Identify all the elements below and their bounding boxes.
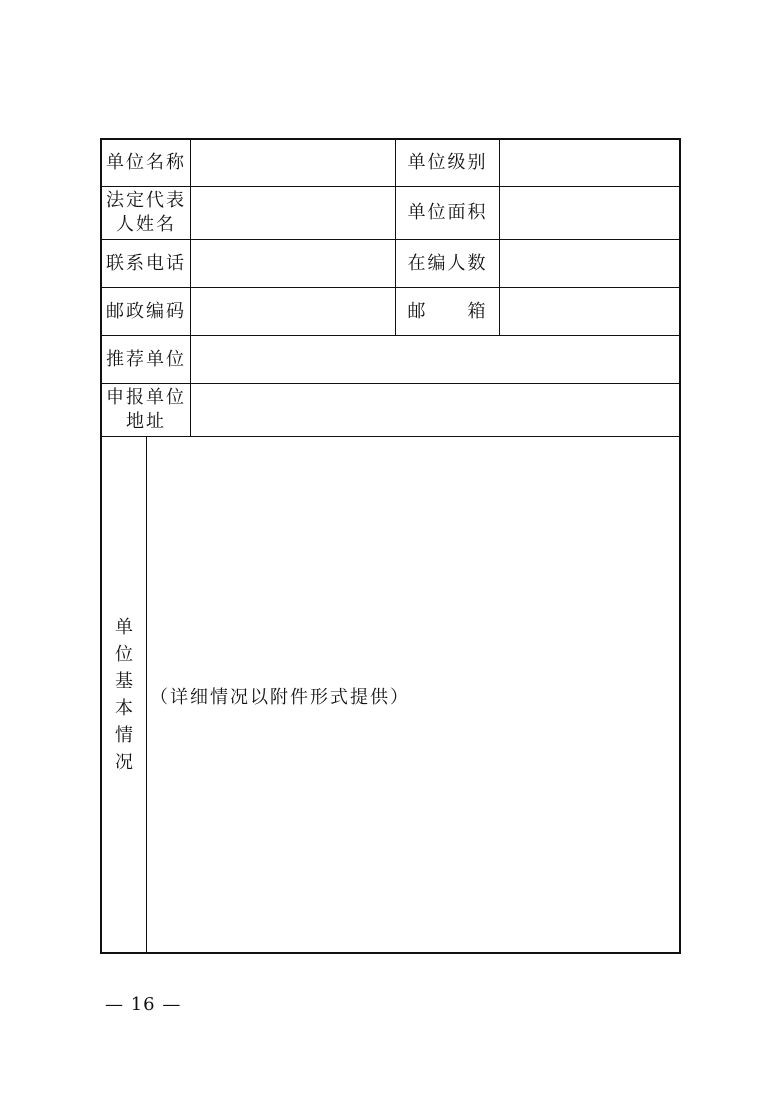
- phone-label: 联系电话: [106, 252, 186, 274]
- phone-field[interactable]: [191, 240, 395, 287]
- basic-info-label-char: 基: [115, 670, 133, 692]
- recommending-unit-label: 推荐单位: [106, 348, 186, 370]
- row-divider: [102, 436, 679, 437]
- column-divider: [146, 436, 147, 952]
- recommending-unit-field[interactable]: [191, 336, 679, 383]
- basic-info-label-char: 位: [115, 643, 133, 665]
- staff-count-field[interactable]: [500, 240, 679, 287]
- unit-name-label: 单位名称: [106, 152, 186, 173]
- unit-level-field[interactable]: [500, 140, 679, 186]
- page-number: — 16 —: [105, 994, 182, 1015]
- application-form-table: [100, 138, 681, 954]
- unit-level-label: 单位级别: [407, 152, 488, 173]
- basic-info-label-char: 况: [115, 751, 133, 773]
- staff-count-label: 在编人数: [407, 252, 488, 274]
- postal-code-field[interactable]: [191, 288, 395, 335]
- email-label: 邮 箱: [407, 300, 488, 322]
- unit-area-label: 单位面积: [407, 202, 488, 223]
- email-field[interactable]: [500, 288, 679, 335]
- basic-info-label-char: 单: [115, 616, 133, 638]
- unit-area-field[interactable]: [500, 187, 679, 239]
- postal-code-label: 邮政编码: [106, 300, 186, 322]
- basic-info-label: [102, 437, 146, 952]
- address-field[interactable]: [191, 384, 679, 436]
- address-label: 申报单位 地址: [106, 387, 186, 432]
- legal-rep-label: 法定代表 人姓名: [106, 190, 186, 235]
- basic-info-label-char: 情: [115, 724, 133, 746]
- basic-info-note[interactable]: （详细情况以附件形式提供）: [150, 687, 410, 708]
- unit-name-field[interactable]: [191, 140, 395, 186]
- basic-info-label-char: 本: [115, 697, 133, 719]
- legal-rep-field[interactable]: [191, 187, 395, 239]
